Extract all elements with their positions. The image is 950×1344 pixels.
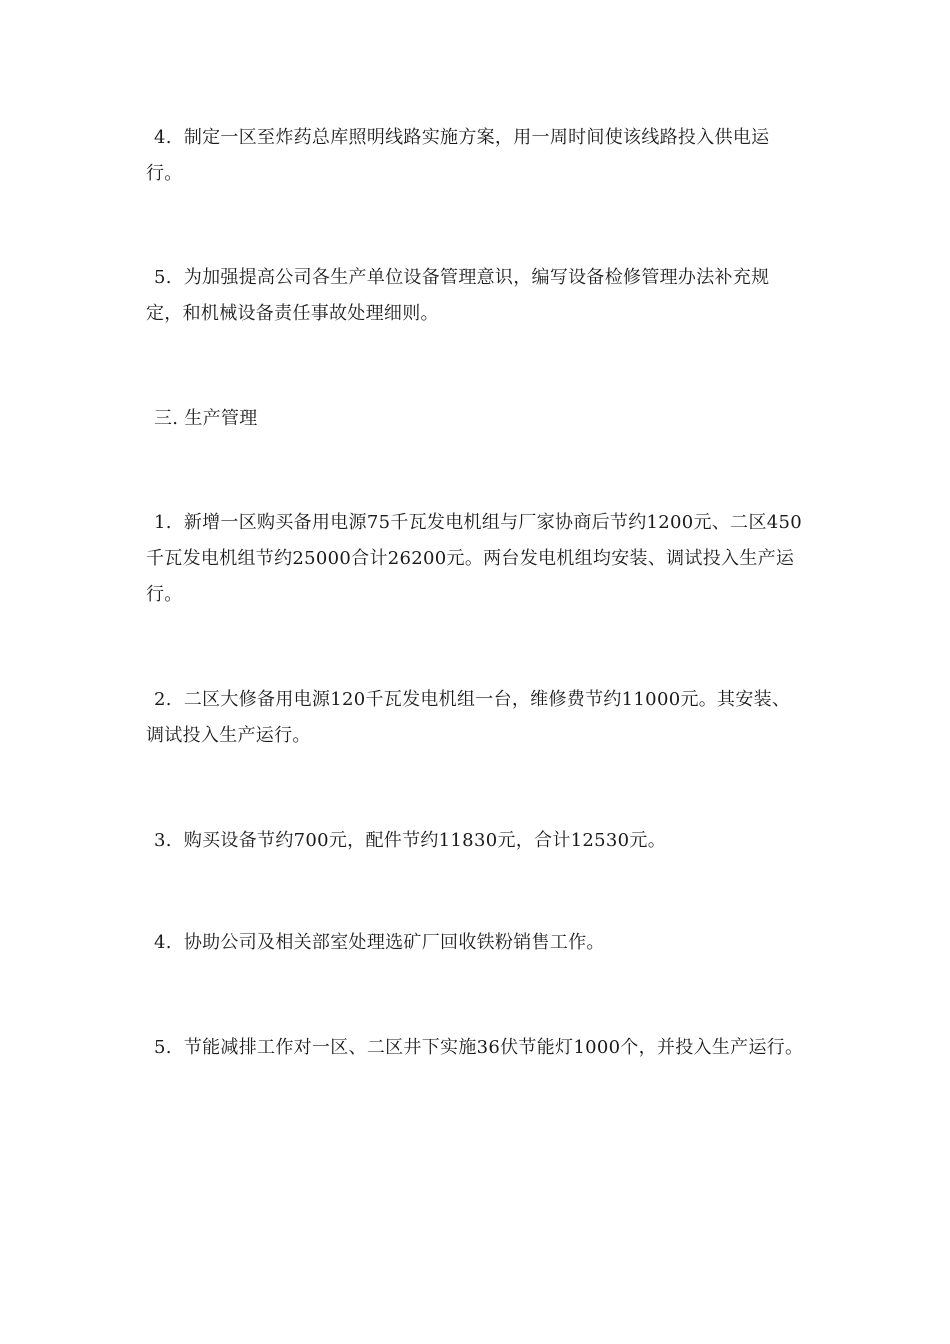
paragraph-2-4 bbox=[146, 120, 806, 192]
paragraph-3-2 bbox=[146, 682, 806, 754]
item-text: 协助公司及相关部室处理选矿厂回收铁粉销售工作。 bbox=[183, 932, 605, 953]
paragraph-2-5 bbox=[146, 260, 806, 332]
item-text: 节能减排工作对一区、二区井下实施36伏节能灯1000个，并投入生产运行。 bbox=[183, 1037, 804, 1058]
paragraph-3-1 bbox=[146, 505, 806, 613]
item-number: 4. bbox=[154, 932, 172, 953]
item-number: 1. bbox=[154, 512, 172, 533]
item-text: 二区大修备用电源120千瓦发电机组一台，维修费节约11000元。其安装、调试投入生产运行。 bbox=[146, 689, 791, 746]
section-heading: 三. 生产管理 bbox=[154, 408, 258, 429]
item-number: 5. bbox=[154, 1037, 172, 1058]
item-number: 3. bbox=[154, 830, 172, 851]
paragraph-3-3 bbox=[146, 823, 806, 859]
item-number: 2. bbox=[154, 689, 172, 710]
item-number: 4. bbox=[154, 127, 172, 148]
item-text: 制定一区至炸药总库照明线路实施方案，用一周时间使该线路投入供电运行。 bbox=[146, 127, 770, 184]
item-text: 新增一区购买备用电源75千瓦发电机组与厂家协商后节约1200元、二区450千瓦发电机组节约25000合计26200元。两台发电机组均安装、调试投入生产运行。 bbox=[146, 512, 802, 605]
paragraph-3-5 bbox=[146, 1030, 806, 1066]
item-text: 购买设备节约700元，配件节约11830元，合计12530元。 bbox=[183, 830, 667, 851]
paragraph-3-4 bbox=[146, 925, 806, 961]
item-number: 5. bbox=[154, 267, 172, 288]
item-text: 为加强提高公司各生产单位设备管理意识，编写设备检修管理办法补充规定，和机械设备责任事故处理细则。 bbox=[146, 267, 770, 324]
